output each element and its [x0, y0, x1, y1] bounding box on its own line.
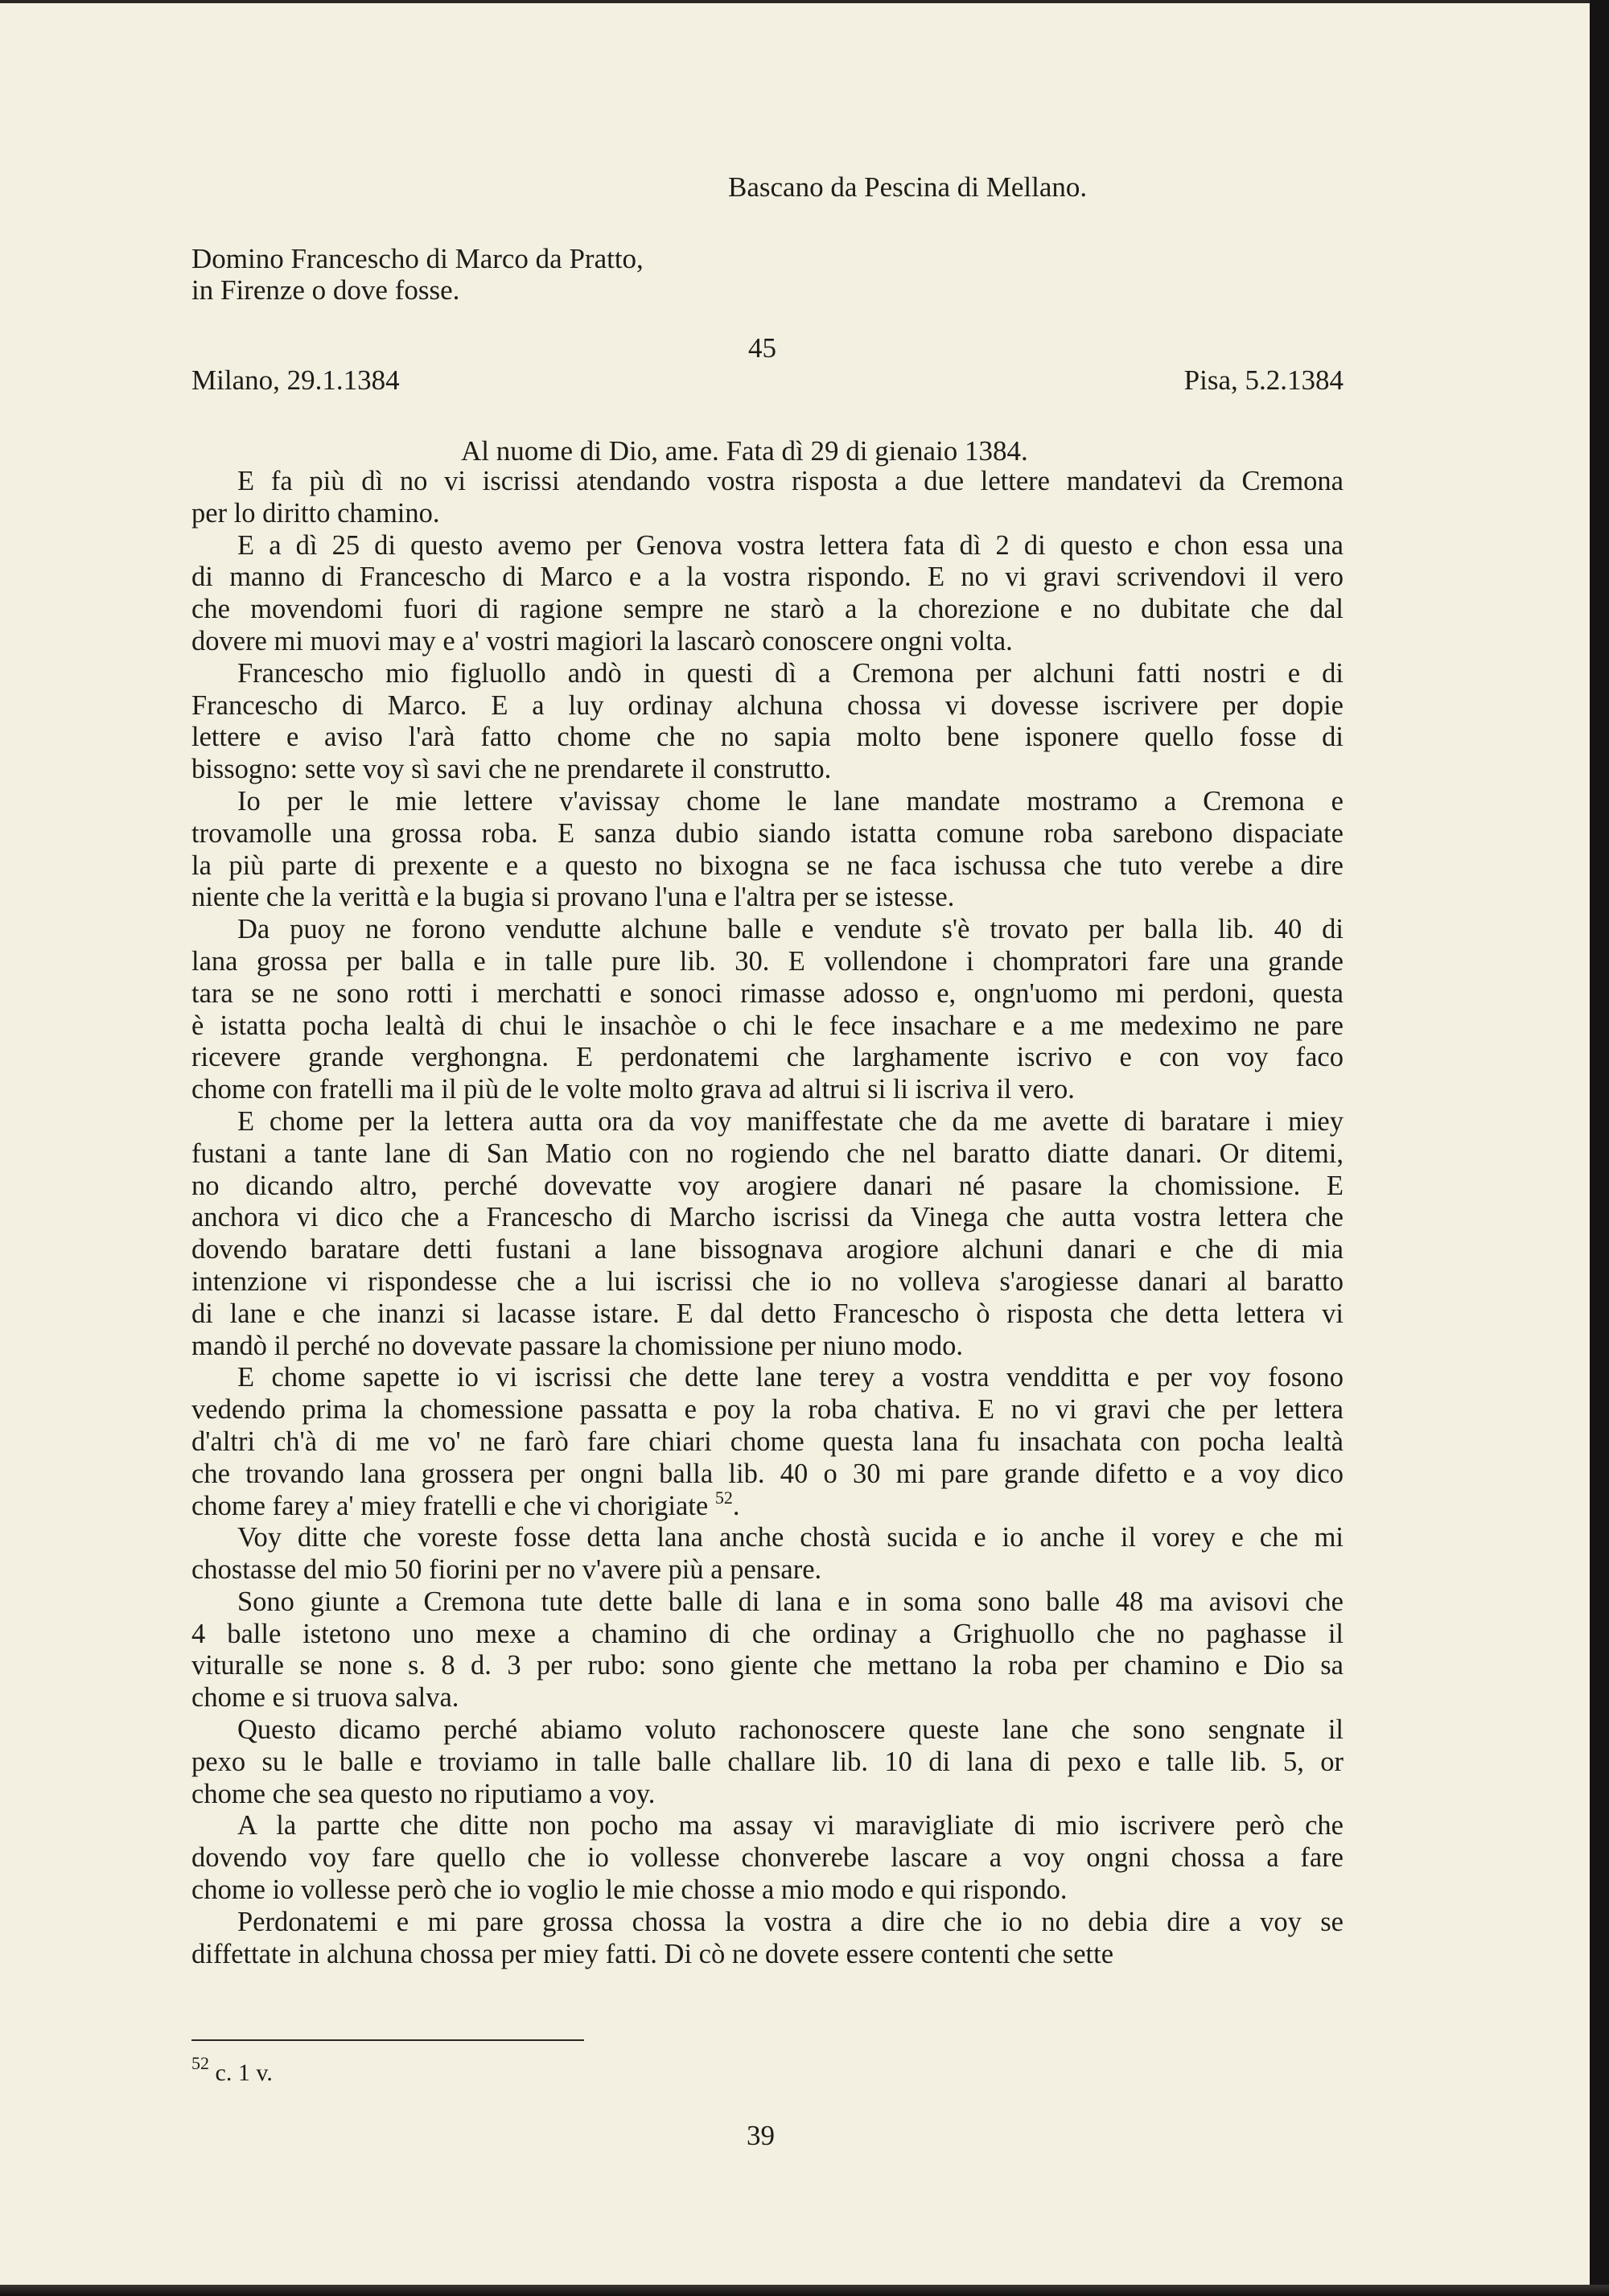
text-line: chome e si truova salva.: [191, 1682, 459, 1714]
text-line: di lane e che inanzi si lacasse istare. E dal detto Francescho ò risposta che detta lettera vi: [191, 1298, 1344, 1329]
recipient-line-1: Domino Francescho di Marco da Pratto,: [191, 243, 644, 274]
text-line: intenzione vi rispondesse che a lui iscrissi che io no volleva s'arogiesse danari al baratto: [191, 1265, 1344, 1297]
text-line: niente che la verittà e la bugia si provano l'una e l'altra per se istesse.: [191, 882, 955, 913]
text-line: ricevere grande verghongna. E perdonatemi che larghamente iscrivo e con voy faco: [191, 1042, 1344, 1073]
salutation: Al nuome di Dio, ame. Fata dì 29 di gienaio 1384.: [461, 435, 1028, 467]
text-line: fustani a tante lane di San Matio con no rogiendo che nel baratto diatte danari. Or ditemi,: [191, 1138, 1344, 1169]
text-line: Perdonatemi e mi pare grossa chossa la vostra a dire che io no debia dire a voy se: [237, 1906, 1344, 1937]
text-line: trovamolle una grossa roba. E sanza dubio siando istatta comune roba sarebono dispaciate: [191, 817, 1344, 849]
arrival-date: Pisa, 5.2.1384: [1183, 364, 1344, 396]
text-line: dovendo baratare detti fustani a lane bissognava arogiore alchuni danari e che di mia: [191, 1234, 1344, 1265]
text-line: tara se ne sono rotti i merchatti e sonoci rimasse adosso e, ongn'uomo mi perdoni, questa: [191, 977, 1344, 1009]
text-line: che trovando lana grossera per ongni balla lib. 40 o 30 mi pare grande difetto e a voy dico: [191, 1458, 1344, 1489]
scan-edge-bottom: [0, 2285, 1609, 2296]
text-line: pexo su le balle e troviamo in talle balle challare lib. 10 di lana di pexo e talle lib. 5, or: [191, 1746, 1344, 1777]
text-line: Io per le mie lettere v'avissay chome le lane mandate mostramo a Cremona e: [237, 785, 1344, 817]
text-line: dovendo voy fare quello che io vollesse chonverebe lascare a voy ongni chossa a fare: [191, 1842, 1344, 1874]
text-line: dovere mi muovi may e a' vostri magiori la lascarò conoscere ongni volta.: [191, 625, 1013, 656]
text-line: chome che sea questo no riputiamo a voy.: [191, 1778, 656, 1809]
letter-number: 45: [748, 332, 776, 364]
text-line: lana grossa per balla e in talle pure lib. 30. E vollendone i chompratori fare una grande: [191, 945, 1344, 977]
footnote-reference: 52: [714, 1487, 733, 1508]
text-line: mandò il perché no dovevate passare la chomissione per niuno modo.: [191, 1330, 964, 1361]
text-line: la più parte di prexente e a questo no bixogna se ne faca ischussa che tuto verebe a dire: [191, 850, 1344, 881]
text-line: [191, 1487, 1344, 1523]
text-line: è istatta pocha lealtà di chui le insachòe o chi le fece insachare e a me medeximo ne pare: [191, 1010, 1344, 1041]
text-line: Voy ditte che voreste fosse detta lana anche chostà sucida e io anche il vorey e che mi: [237, 1522, 1344, 1553]
footnote-number: 52: [191, 2053, 209, 2073]
text-line: 4 balle istetono uno mexe a chamino di che ordinay a Grighuollo che no paghasse il: [191, 1618, 1344, 1649]
text-line: diffettate in alchuna chossa per miey fatti. Di cò ne dovete essere contenti che sette: [191, 1938, 1114, 1969]
text-line: lettere e aviso l'arà fatto chome che no sapia molto bene isponere quello fosse di: [191, 722, 1344, 753]
text-line: Questo dicamo perché abiamo voluto rachonoscere queste lane che sono sengnate il: [237, 1714, 1344, 1746]
text-line: per lo diritto chamino.: [191, 497, 440, 529]
text-line: Francescho mio figluollo andò in questi dì a Cremona per alchuni fatti nostri e di: [237, 657, 1344, 689]
text-line: E chome sapette io vi iscrissi che dette lane terey a vostra vendditta e per voy fosono: [237, 1362, 1344, 1393]
text-line: vedendo prima la chomessione passatta e poy la roba chativa. E no vi gravi che per lettera: [191, 1394, 1344, 1426]
text-line: chostasse del mio 50 fiorini per no v'avere più a pensare.: [191, 1554, 822, 1586]
scan-edge-top: [0, 0, 1609, 3]
text-line: E fa più dì no vi iscrissi atendando vostra risposta a due lettere mandatevi da Cremona: [237, 466, 1344, 496]
text-line: no dicando altro, perché dovevatte voy arogiere danari né pasare la chomissione. E: [191, 1170, 1344, 1201]
text-line: di manno di Francescho di Marco e a la vostra rispondo. E no vi gravi scrivendovi il vero: [191, 562, 1344, 593]
text-line: E a dì 25 di questo avemo per Genova vostra lettera fata dì 2 di questo e chon essa una: [237, 529, 1344, 561]
text-line: Francescho di Marco. E a luy ordinay alchuna chossa vi dovesse iscrivere per dopie: [191, 689, 1344, 721]
text-line: bissogno: sette voy sì savi che ne prendarete il construtto.: [191, 754, 832, 785]
text-line: Da puoy ne forono vendutte alchune balle e vendute s'è trovato per balla lib. 40 di: [237, 914, 1344, 945]
footnote: [191, 2053, 273, 2089]
text-line: vituralle se none s. 8 d. 3 per rubo: sono giente che mettano la roba per chamino e Dio sa: [191, 1650, 1344, 1681]
text-line: d'altri ch'à di me vo' ne farò fare chiari chome questa lana fu insachata con pocha lealtà: [191, 1426, 1344, 1457]
text-line-content: chome farey a' miey fratelli e che vi chorigiate: [191, 1490, 709, 1521]
scan-edge-right: [1590, 0, 1609, 2296]
text-line: E chome per la lettera autta ora da voy maniffestate che da me avette di baratare i miey: [237, 1105, 1344, 1137]
text-line: chome io vollesse però che io voglio le mie chosse a mio modo e qui rispondo.: [191, 1874, 1068, 1906]
footnote-rule: [191, 2039, 584, 2041]
page-number: 39: [747, 2120, 775, 2151]
sender: Bascano da Pescina di Mellano.: [728, 171, 1088, 203]
footnote-text: c. 1 v.: [215, 2059, 273, 2086]
text-line: che movendomi fuori di ragione sempre ne starò a la chorezione e no dubitate che dal: [191, 594, 1344, 625]
origin-date: Milano, 29.1.1384: [191, 364, 400, 396]
letter-body: [191, 466, 1344, 1970]
text-line: Sono giunte a Cremona tute dette balle di lana e in soma sono balle 48 ma avisovi che: [237, 1586, 1344, 1617]
text-line: chome con fratelli ma il più de le volte molto grava ad altrui si li iscriva il vero.: [191, 1074, 1075, 1105]
footnote-reference-suffix: .: [732, 1490, 740, 1521]
text-line: anchora vi dico che a Francescho di Marcho iscrissi da Vinega che autta vostra lettera che: [191, 1202, 1344, 1233]
recipient-line-2: in Firenze o dove fosse.: [191, 274, 460, 306]
text-line: A la partte che ditte non pocho ma assay vi maravigliate di mio iscrivere però che: [237, 1810, 1344, 1841]
